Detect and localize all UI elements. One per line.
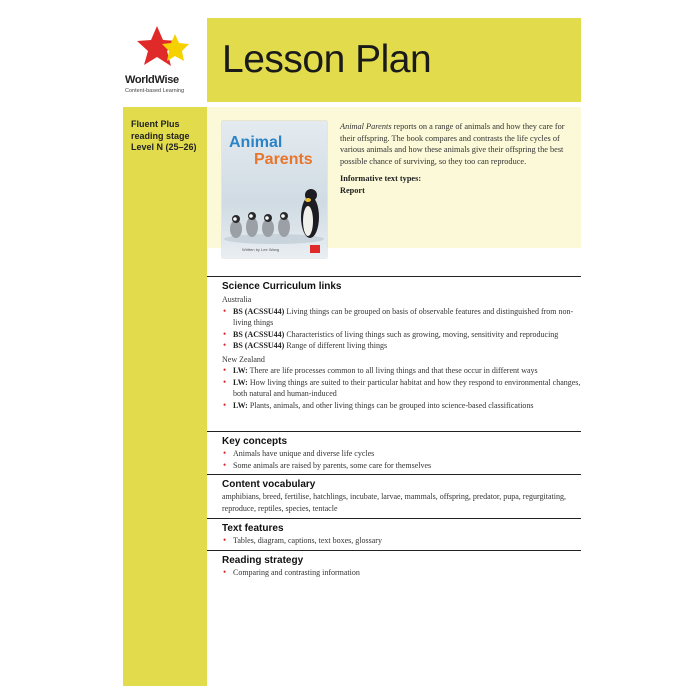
- book-summary-text: reports on a range of animals and how they care for their offspring. The book compares and contrasts the life cycles of various animals and how these animals give their offspring the best possible chance of surviving, so they too can reproduce.: [340, 122, 565, 166]
- sidebar-band: [123, 107, 207, 686]
- reading-level-line: reading stage: [131, 130, 190, 141]
- section-heading: Content vocabulary: [222, 479, 316, 490]
- section-divider: [207, 276, 581, 277]
- section-divider: [207, 431, 581, 432]
- list-item: • BS (ACSSU44) Living things can be grouped on basis of observable features and distinguished from non-living things: [223, 305, 574, 327]
- text-types-label: Informative text types:: [340, 174, 422, 183]
- reading-level-line: Level N (25–26): [131, 142, 197, 152]
- list-item: • BS (ACSSU44) Characteristics of living things such as growing, moving, sensitivity and reproducing: [223, 328, 559, 339]
- curriculum-section: [222, 280, 582, 411]
- cover-publisher-icon: [310, 245, 320, 253]
- list-item: • LW: How living things are suited to their particular habitat and how they respond to environmental changes, both natural and human-induced: [223, 376, 581, 398]
- section-heading: Reading strategy: [222, 555, 304, 566]
- worldwise-logo: [123, 18, 207, 102]
- bullet-icon: •: [223, 535, 227, 545]
- section-heading: Text features: [222, 523, 284, 534]
- list-item: • BS (ACSSU44) Range of different living things: [223, 340, 388, 350]
- bullet-icon: •: [223, 399, 227, 410]
- text-types-value: Report: [340, 185, 365, 195]
- text-features-section: [222, 522, 582, 547]
- bullet-icon: •: [223, 459, 227, 470]
- bullet-icon: •: [223, 567, 227, 577]
- section-divider: [207, 474, 581, 475]
- brand-name: WorldWise: [125, 74, 179, 86]
- brand-tagline: Content-based Learning: [125, 88, 185, 94]
- list-item: • Some animals are raised by parents, some care for themselves: [223, 459, 432, 470]
- section-divider: [207, 550, 581, 551]
- list-item: • Comparing and contrasting information: [223, 567, 360, 577]
- reading-level-line: Fluent Plus: [131, 119, 180, 129]
- vocabulary-list: amphibians, breed, fertilise, hatchlings, incubate, larvae, mammals, offspring, predator, pupa, regurgitating, reproduce, reptiles, species, tentacle: [222, 492, 566, 513]
- reading-strategy-section: [222, 554, 582, 579]
- bullet-icon: •: [223, 328, 227, 339]
- vocabulary-section: [222, 478, 582, 515]
- book-cover: [222, 121, 327, 258]
- cover-title-line: Animal: [229, 134, 283, 151]
- bullet-icon: •: [223, 305, 227, 316]
- page-title: Lesson Plan: [222, 38, 432, 81]
- cover-author: Written by Lee Wang: [242, 247, 280, 252]
- list-item: • Tables, diagram, captions, text boxes, glossary: [223, 535, 382, 545]
- country-label: New Zealand: [222, 354, 265, 364]
- list-item: • LW: There are life processes common to all living things and that these occur in different ways: [223, 365, 538, 375]
- book-summary-title: Animal Parents: [340, 122, 392, 131]
- country-label: Australia: [222, 295, 252, 304]
- reading-level: [131, 119, 207, 154]
- penguins-illustration: [222, 181, 327, 245]
- bullet-icon: •: [223, 340, 227, 350]
- section-heading: Science Curriculum links: [222, 281, 342, 292]
- section-divider: [207, 518, 581, 519]
- bullet-icon: •: [223, 365, 227, 375]
- list-item: • Animals have unique and diverse life cycles: [223, 448, 375, 458]
- text-types: [340, 173, 570, 196]
- cover-title-line: Parents: [254, 151, 313, 168]
- section-heading: Key concepts: [222, 436, 288, 447]
- book-summary: [340, 121, 570, 167]
- key-concepts-section: [222, 435, 582, 471]
- bullet-icon: •: [223, 376, 227, 387]
- bullet-icon: •: [223, 448, 227, 458]
- list-item: • LW: Plants, animals, and other living things can be grouped into science-based classifications: [223, 399, 534, 410]
- star-logo-icon: [137, 24, 191, 74]
